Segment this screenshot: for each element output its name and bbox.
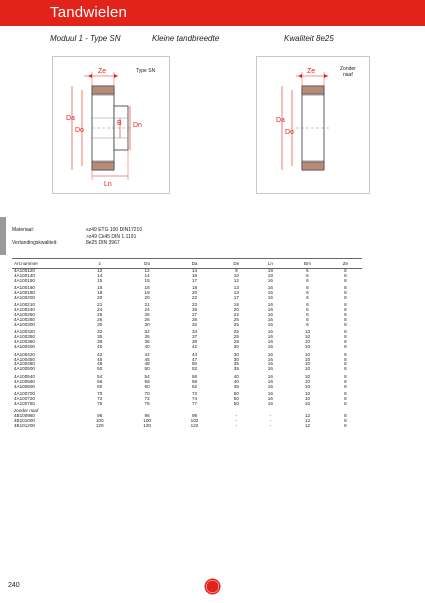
table-cell: 8	[344, 277, 347, 283]
kobo-logo	[204, 578, 221, 595]
quality-label: Kwaliteit 8e25	[284, 34, 334, 43]
table-cell: 16	[267, 344, 273, 350]
cell-artnr: 4A100480	[14, 361, 35, 367]
table-cell: 16	[267, 277, 273, 283]
table-cell: 6	[306, 307, 309, 313]
table-cell: 120	[143, 422, 151, 428]
table-header-row	[12, 259, 362, 269]
table-cell: 35	[233, 383, 239, 389]
page-title: Tandwielen	[50, 4, 128, 21]
cell-artnr: 4A100320	[14, 329, 35, 335]
table-cell: 8	[344, 329, 347, 335]
table-cell: 30	[144, 322, 150, 328]
table-cell: 10	[304, 351, 311, 357]
table-cell: 8	[344, 361, 347, 367]
cell-artnr: 4A100600	[14, 383, 35, 389]
table-cell: 58	[191, 378, 198, 384]
table-cell: 50	[191, 361, 198, 367]
table-cell: 16	[267, 400, 273, 406]
table-cell: 50	[233, 395, 239, 401]
table-cell: 40	[233, 378, 239, 384]
table-cell: 30	[97, 322, 103, 328]
cell-artnr: 4A100720	[14, 395, 35, 401]
table-cell: 16	[267, 361, 273, 367]
table-cell: 6	[306, 277, 309, 283]
table-cell: 75	[97, 400, 103, 406]
table-cell: 16	[191, 272, 198, 278]
table-cell: 54	[97, 373, 103, 379]
material-value: ≤z49 ETG 100 DIN17210	[86, 227, 143, 233]
table-cell: 56	[191, 373, 198, 379]
table-cell: 45	[97, 356, 103, 362]
table-cell: 16	[267, 356, 273, 362]
table-cell: 10	[304, 361, 311, 367]
table-cell: 8	[344, 285, 347, 291]
table-cell: 50	[144, 366, 150, 372]
table-cell: 25	[233, 334, 239, 340]
cell-artnr: 4A100540	[14, 373, 35, 379]
table-cell: 8	[344, 302, 347, 308]
gear-table	[12, 258, 362, 429]
dn-label: Dn	[133, 122, 142, 129]
table-cell: 8	[344, 290, 347, 296]
table-cell: 25	[233, 317, 239, 323]
cell-artnr: 4A100360	[14, 339, 35, 345]
table-cell: 17	[233, 295, 239, 301]
table-cell: 8	[344, 378, 347, 384]
table-cell: 16	[267, 334, 273, 340]
cell-artnr: 4A100180	[14, 290, 35, 296]
table-cell: 25	[233, 322, 239, 328]
module-label: Moduul 1 - Type SN	[50, 34, 121, 43]
table-cell: 37	[191, 334, 198, 340]
cell-artnr: 4A100210	[14, 302, 35, 308]
table-cell: 16	[267, 307, 273, 313]
col-header-artnr: Art.nummer	[12, 259, 76, 269]
table-cell: 35	[233, 361, 239, 367]
table-cell: 14	[144, 272, 150, 278]
table-cell: 10	[304, 329, 311, 335]
table-cell: 8	[344, 417, 347, 423]
table-cell: 16	[97, 285, 103, 291]
table-cell: 56	[144, 378, 150, 384]
col-header-dn: Dn	[218, 259, 254, 269]
col-header-z: z	[76, 259, 123, 269]
b-label: B	[117, 120, 122, 127]
col-header-da: Da	[171, 259, 218, 269]
table-cell: 17	[191, 277, 198, 283]
table-cell: 22	[191, 295, 198, 301]
table-cell: 35	[97, 334, 103, 340]
cell-artnr: 4A100200	[14, 295, 35, 301]
table-cell: 18	[233, 302, 239, 308]
material-value: >z49 Ck45 DIN 1.1191	[86, 233, 137, 240]
table-cell: 100	[143, 417, 151, 423]
table-cell: 16	[144, 285, 150, 291]
table-cell: 28	[233, 339, 239, 345]
table-cell: 16	[267, 312, 273, 318]
table-cell: 18	[267, 272, 273, 278]
table-cell: 62	[191, 383, 198, 389]
table-cell: 14	[97, 272, 103, 278]
table-cell: 20	[233, 307, 239, 313]
table-cell: 21	[144, 302, 150, 308]
table-cell: 5	[306, 272, 309, 278]
table-cell: 25	[97, 312, 103, 318]
table-cell: 12	[304, 417, 311, 423]
cell-artnr: 4A100140	[14, 272, 35, 278]
cell-artnr: 4A100150	[14, 277, 35, 283]
table-cell: 8	[344, 351, 347, 357]
table-cell: 8	[344, 400, 347, 406]
table-cell: 8	[344, 413, 347, 419]
col-header-ze: Ze	[329, 259, 362, 269]
table-cell: 36	[144, 339, 150, 345]
table-cell: 20	[144, 295, 150, 301]
table-cell: 6	[306, 290, 309, 296]
table-cell: 8	[344, 312, 347, 318]
table-cell: 75	[144, 400, 150, 406]
table-cell: 5	[306, 268, 309, 273]
naaf-label: naaf	[343, 72, 353, 78]
cell-artnr: 4A100350	[14, 334, 35, 340]
table-cell: 12	[97, 268, 103, 273]
cell-artnr: 4A100120	[14, 268, 35, 273]
table-cell: 70	[97, 390, 103, 396]
table-cell: 16	[267, 351, 273, 357]
table-cell: 47	[191, 356, 198, 362]
table-cell: 8	[344, 334, 347, 340]
table-row	[12, 424, 362, 429]
table-cell: 72	[97, 395, 103, 401]
table-cell: 6	[306, 322, 309, 328]
table-cell: 50	[233, 400, 239, 406]
table-cell: 8	[344, 272, 347, 278]
table-cell: 98	[191, 413, 198, 419]
col-header-bm: Bm	[286, 259, 329, 269]
table-cell: 48	[144, 361, 150, 367]
table-cell: 15	[97, 277, 103, 283]
cell-artnr: 4A100400	[14, 344, 35, 350]
table-cell: 52	[191, 366, 198, 372]
table-cell: 8	[344, 339, 347, 345]
cell-artnr: 4A100300	[14, 322, 35, 328]
table-cell: 42	[191, 344, 198, 350]
cell-artnr: 4A100450	[14, 356, 35, 362]
table-cell: 15	[144, 277, 150, 283]
table-cell: 40	[144, 344, 150, 350]
table-cell: 120	[95, 422, 104, 428]
table-cell: 36	[97, 339, 103, 345]
table-cell: 48	[97, 361, 103, 367]
table-cell: 40	[233, 373, 239, 379]
table-cell: 42	[144, 351, 150, 357]
col-header-ln: Ln	[255, 259, 287, 269]
table-cell: 14	[191, 268, 198, 273]
gear-drawing-zonder-naaf	[256, 56, 370, 194]
table-cell: 50	[233, 390, 239, 396]
table-cell: 25	[233, 329, 239, 335]
ze-label: Ze	[98, 68, 107, 75]
table-cell: 28	[191, 317, 198, 323]
table-cell: 6	[306, 312, 309, 318]
table-cell: 77	[191, 400, 198, 406]
table-cell: 10	[304, 390, 311, 396]
table-cell: 22	[233, 312, 239, 318]
table-cell: 27	[191, 312, 198, 318]
table-cell: 12	[304, 413, 311, 419]
table-cell: 8	[344, 317, 347, 323]
do-label: Do	[75, 127, 84, 134]
table-cell: 34	[191, 329, 198, 335]
table-cell: 16	[267, 285, 273, 291]
table-cell: 122	[190, 422, 199, 428]
table-cell: 10	[304, 356, 311, 362]
table-cell: -	[269, 422, 272, 428]
table-cell: -	[235, 413, 238, 419]
table-cell: 56	[97, 378, 103, 384]
col-header-do: Do	[123, 259, 170, 269]
cell-artnr: 4B101000	[14, 417, 35, 423]
da-label-right: Da	[276, 117, 285, 124]
table-cell: 30	[233, 344, 239, 350]
table-cell: 8	[344, 295, 347, 301]
table-cell: 70	[144, 390, 150, 396]
table-cell: 10	[233, 272, 239, 278]
table-cell: 26	[97, 317, 103, 323]
table-cell: 8	[344, 373, 347, 379]
table-cell: 16	[267, 383, 273, 389]
table-cell: 30	[233, 351, 239, 357]
ln-label: Ln	[104, 181, 112, 188]
quality-row	[12, 240, 142, 247]
table-cell: 16	[267, 290, 273, 296]
section-label: zonder naaf	[14, 408, 39, 414]
table-cell: 18	[191, 285, 198, 291]
table-cell: 35	[233, 366, 239, 372]
table-cell: 8	[344, 322, 347, 328]
cell-artnr: 4A100240	[14, 307, 35, 313]
table-cell: 8	[344, 366, 347, 372]
table-cell: 32	[191, 322, 198, 328]
da-label: Da	[66, 115, 75, 122]
table-cell: 16	[267, 373, 273, 379]
table-cell: 8	[344, 307, 347, 313]
quality-value: 8e25 DIN 3967	[86, 240, 120, 246]
table-cell: 54	[144, 373, 150, 379]
table-cell: 16	[267, 366, 273, 372]
table-cell: 60	[97, 383, 103, 389]
table-cell: 10	[304, 383, 311, 389]
table-cell: 10	[304, 339, 311, 345]
table-cell: -	[269, 417, 272, 423]
cell-artnr: 4A100750	[14, 400, 35, 406]
table-cell: 10	[304, 366, 311, 372]
table-cell: 26	[191, 307, 198, 313]
table-cell: 16	[267, 395, 273, 401]
table-cell: 96	[97, 413, 103, 419]
cell-artnr: 4A100700	[14, 390, 35, 396]
do-label-right: Do	[285, 129, 294, 136]
table-cell: 30	[233, 356, 239, 362]
table-cell: 44	[191, 351, 198, 357]
table-cell: -	[235, 422, 238, 428]
table-cell: 16	[267, 322, 273, 328]
table-cell: 8	[344, 356, 347, 362]
table-cell: 16	[267, 317, 273, 323]
cell-artnr: 4A100500	[14, 366, 35, 372]
ze-label-right: Ze	[307, 68, 316, 75]
table-cell: 16	[267, 295, 273, 301]
table-cell: 72	[144, 395, 150, 401]
table-cell: 10	[304, 344, 311, 350]
table-cell: 74	[191, 395, 198, 401]
table-cell: 100	[95, 417, 104, 423]
type-sn-label: Type SN	[136, 68, 156, 74]
table-cell: 38	[191, 339, 198, 345]
cell-artnr: 4A100160	[14, 285, 35, 291]
cell-artnr: 4A100260	[14, 317, 35, 323]
table-cell: -	[269, 413, 272, 419]
table-cell: 10	[304, 373, 311, 379]
material-label: Materiaal:	[12, 227, 34, 233]
page-number: 240	[8, 582, 20, 589]
table-cell: 8	[344, 422, 347, 428]
table-cell: 8	[344, 390, 347, 396]
table-cell: 6	[306, 302, 309, 308]
page-header	[0, 0, 425, 26]
table-cell: 8	[344, 383, 347, 389]
table-cell: 13	[233, 290, 239, 296]
table-cell: 13	[233, 285, 239, 291]
table-cell: 18	[97, 290, 103, 296]
zonder-label: Zonder	[340, 66, 356, 72]
table-cell: 72	[191, 390, 198, 396]
table-cell: 10	[304, 400, 311, 406]
table-cell: 6	[306, 285, 309, 291]
cell-artnr: 4A100560	[14, 378, 35, 384]
table-cell: 12	[233, 277, 239, 283]
table-cell: 9	[235, 268, 238, 273]
table-cell: 16	[267, 378, 273, 384]
table-cell: 45	[144, 356, 150, 362]
cell-artnr: 4A100250	[14, 312, 35, 318]
table-cell: 12	[144, 268, 150, 273]
table-cell: -	[235, 417, 238, 423]
table-cell: 40	[97, 344, 103, 350]
cell-artnr: 4A100420	[14, 351, 35, 357]
table-cell: 18	[144, 290, 150, 296]
table-cell: 6	[306, 295, 309, 301]
table-cell: 16	[267, 302, 273, 308]
table-cell: 8	[344, 268, 347, 273]
quality-label: Vertandingskwaliteit:	[12, 240, 58, 246]
table-cell: 16	[267, 339, 273, 345]
table-cell: 18	[267, 268, 273, 273]
table-cell: 102	[190, 417, 199, 423]
table-cell: 50	[97, 366, 103, 372]
table-cell: 26	[144, 317, 150, 323]
table-cell: 96	[144, 413, 150, 419]
table-cell: 6	[306, 317, 309, 323]
table-cell: 16	[267, 390, 273, 396]
table-cell: 24	[144, 307, 150, 313]
table-cell: 8	[344, 395, 347, 401]
table-cell: 12	[304, 422, 311, 428]
materials-block	[12, 227, 142, 247]
table-cell: 10	[304, 378, 311, 384]
table-cell: 10	[304, 395, 311, 401]
table-cell: 24	[97, 307, 103, 313]
table-cell: 21	[97, 302, 103, 308]
width-label: Kleine tandbreedte	[152, 34, 220, 43]
table-cell: 16	[267, 329, 273, 335]
table-cell: 20	[97, 295, 103, 301]
table-cell: 32	[144, 329, 150, 335]
table-cell: 32	[97, 329, 103, 335]
cell-artnr: 4B101200	[14, 422, 35, 428]
section-tab	[0, 217, 6, 255]
gear-drawing-type-sn	[52, 56, 170, 194]
table-cell: 20	[191, 290, 198, 296]
table-cell: 8	[344, 344, 347, 350]
table-cell: 60	[144, 383, 150, 389]
cell-artnr: 4B100960	[14, 413, 35, 419]
table-cell: 23	[191, 302, 198, 308]
table-cell: 10	[304, 334, 311, 340]
table-cell: 35	[144, 334, 150, 340]
table-cell: 42	[97, 351, 103, 357]
table-cell: 25	[144, 312, 150, 318]
